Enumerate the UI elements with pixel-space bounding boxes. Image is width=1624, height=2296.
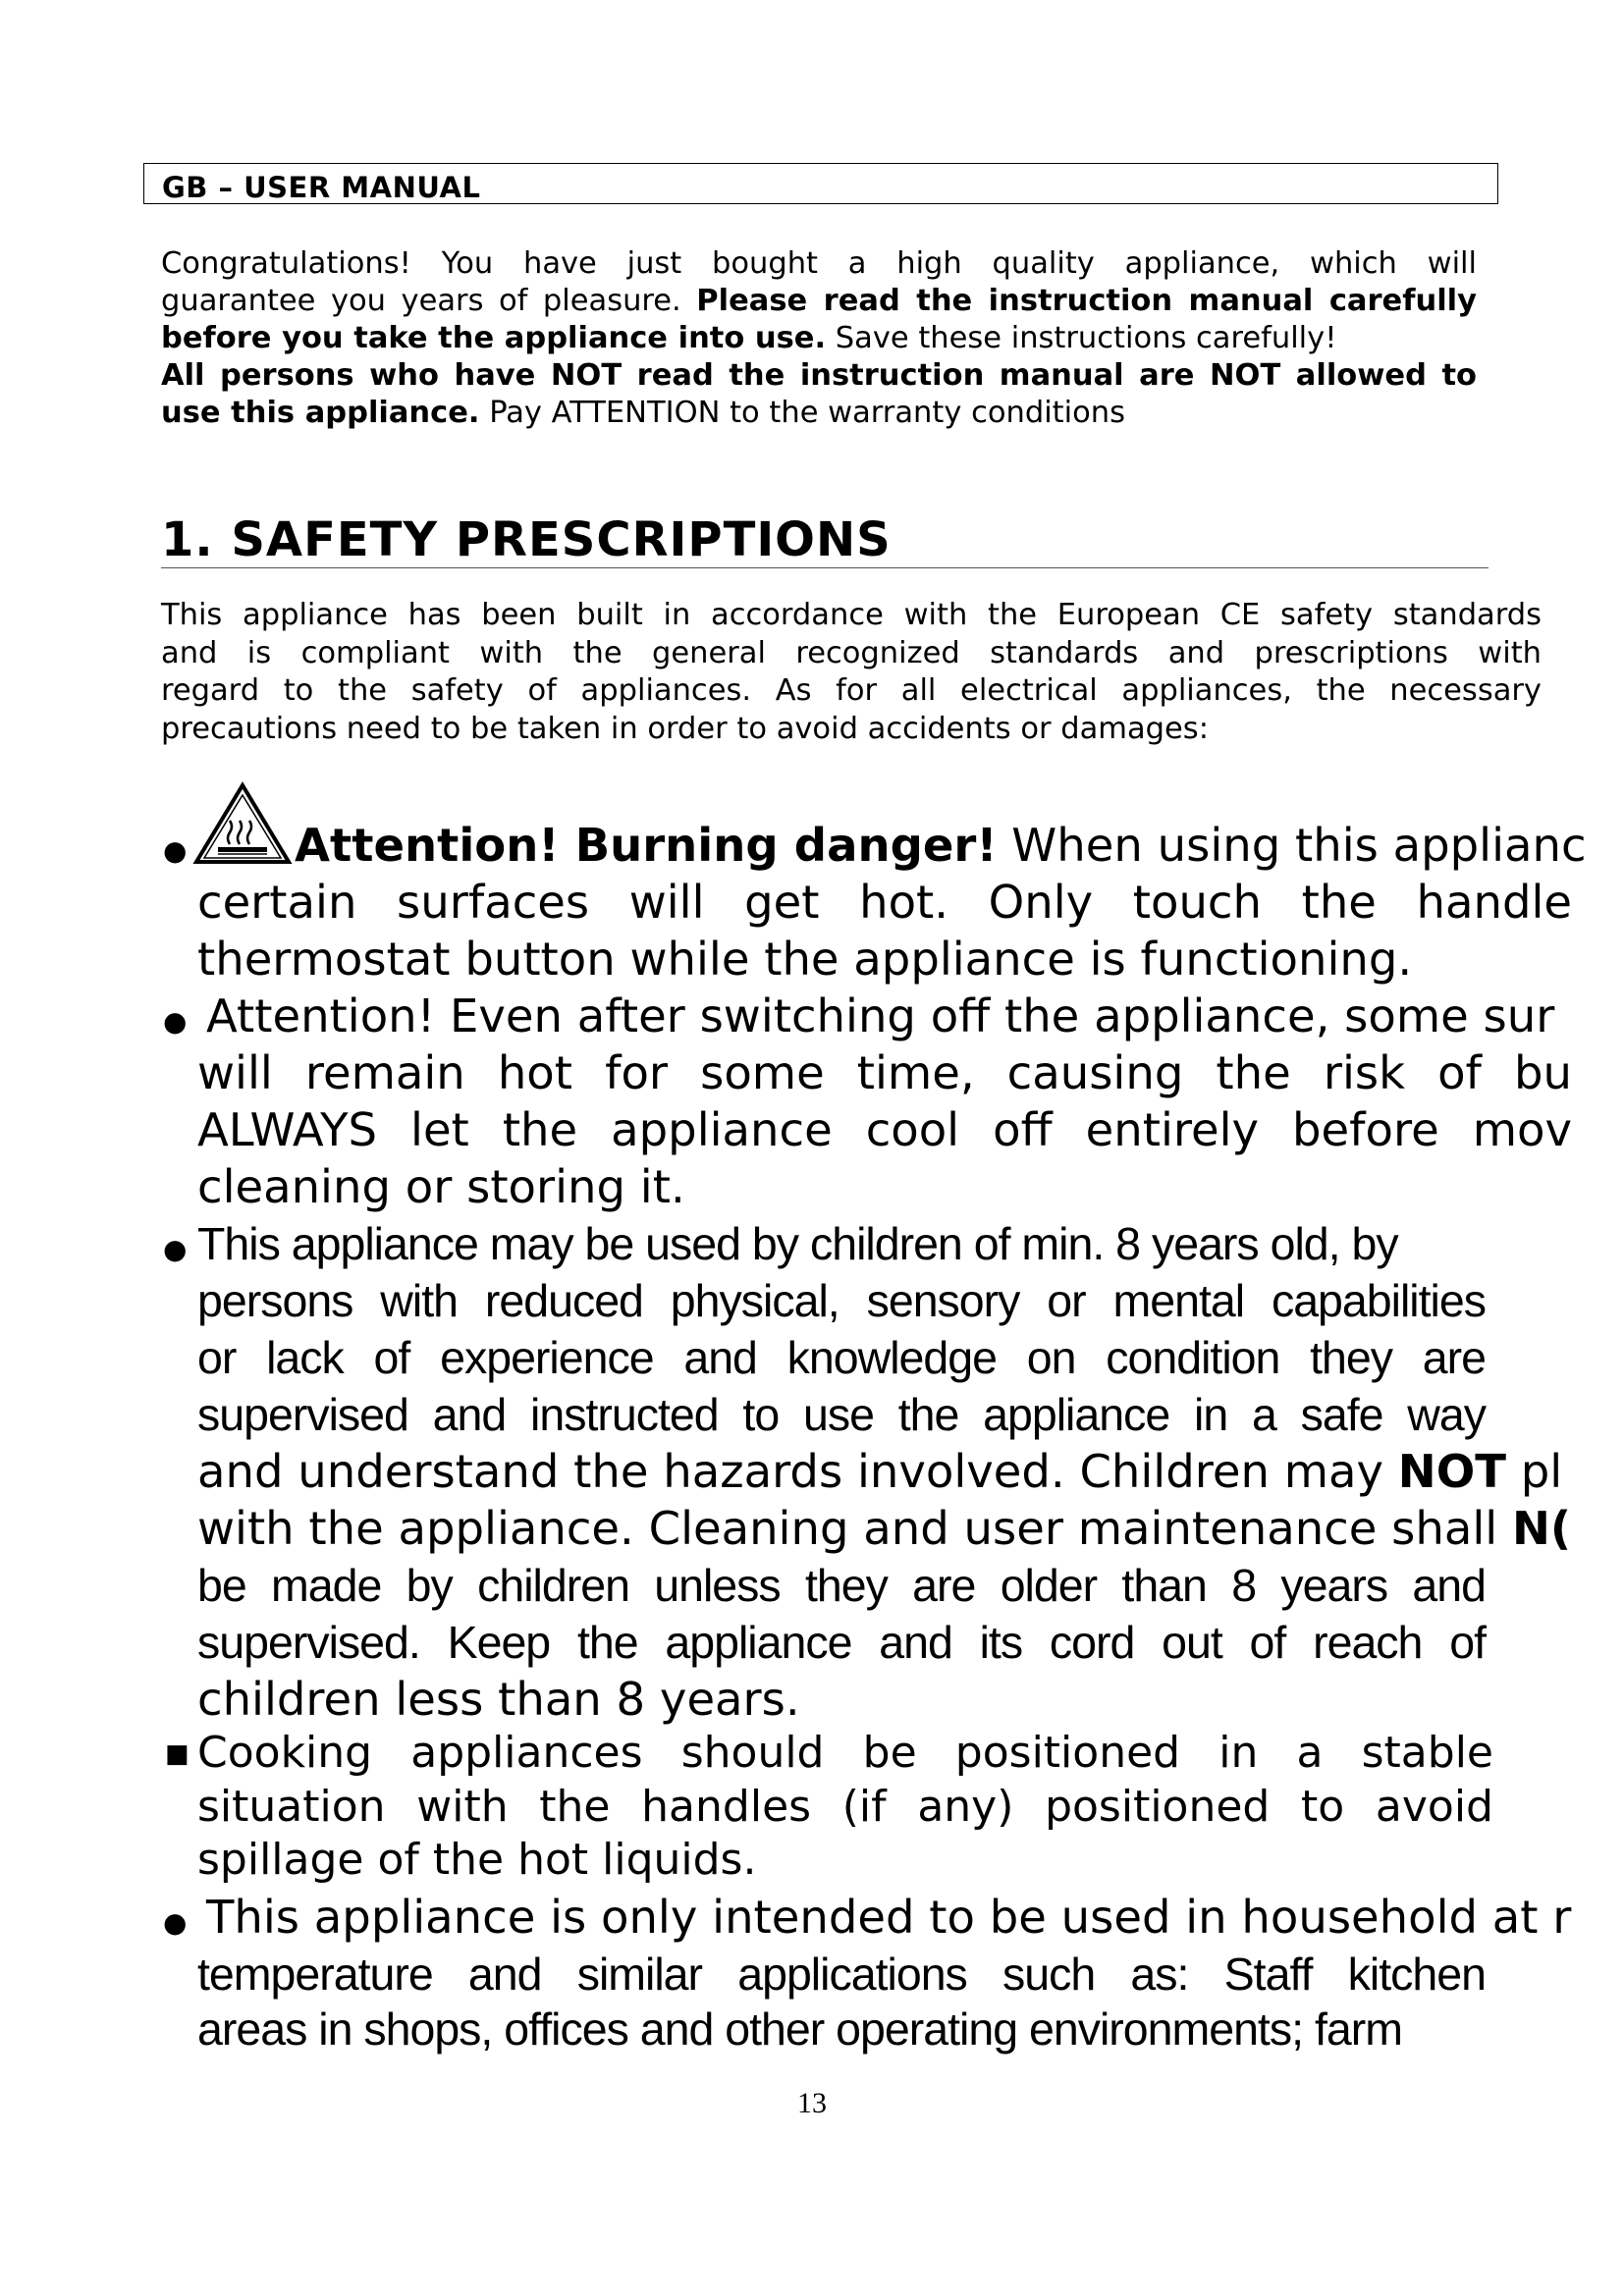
intro-bold-text: before you take the appliance into use. [161, 321, 827, 355]
bullet-text: pl [1505, 1445, 1563, 1498]
bullet-text: with the appliance. Cleaning and user maintenance shall [197, 1502, 1512, 1555]
intro-text: Pay ATTENTION to the warranty conditions [479, 396, 1125, 430]
bullet-3-line: persons with reduced physical, sensory or mental capabilities [197, 1275, 1486, 1326]
bullet-2-line: will remain hot for some time, causing the risk of bu [197, 1046, 1572, 1099]
bullet-bold-text: N( [1511, 1502, 1572, 1555]
bullet-5-line: This appliance is only intended to be used in household at r [206, 1891, 1572, 1944]
intro-bold-text: Please read the instruction manual carefully [696, 284, 1477, 318]
bullet-dot: ● [163, 1233, 188, 1265]
bullet-3-line [197, 1500, 1571, 1557]
bullet-3-line: supervised and instructed to use the appliance in a safe way [197, 1389, 1486, 1440]
bullet-dot: ● [163, 1906, 188, 1939]
bullet-text: When using this applianc [997, 819, 1587, 872]
paragraph-line: This appliance has been built in accordance with the European CE safety standards [161, 598, 1542, 632]
intro-bold-text: All persons who have NOT read the instruction manual are NOT allowed to [161, 358, 1477, 393]
manual-header-label: GB – USER MANUAL [162, 171, 481, 204]
page-number: 13 [797, 2087, 827, 2119]
intro-text: guarantee you years of pleasure. [161, 284, 697, 318]
paragraph-line: precautions need to be taken in order to avoid accidents or damages: [161, 711, 1209, 746]
bullet-5-line: temperature and similar applications such as: Staff kitchen [197, 1949, 1486, 2000]
hot-surface-warning-icon [192, 781, 293, 866]
bullet-3-line: This appliance may be used by children of min. 8 years old, by [197, 1218, 1398, 1269]
paragraph-line: and is compliant with the general recognized standards and prescriptions with [161, 635, 1542, 670]
bullet-2-line: Attention! Even after switching off the appliance, some sur [206, 989, 1555, 1042]
bullet-dot: ● [163, 834, 188, 867]
bullet-bold-text: NOT [1397, 1445, 1506, 1498]
bullet-1-line: thermostat button while the appliance is functioning. [197, 933, 1413, 986]
section-title: 1. SAFETY PRESCRIPTIONS [161, 512, 892, 567]
bullet-3-line: supervised. Keep the appliance and its cord out of reach of [197, 1617, 1486, 1668]
bullet-square: ■ [165, 1739, 189, 1769]
paragraph-line: regard to the safety of appliances. As for all electrical appliances, the necessary [161, 673, 1542, 708]
bullet-3-line [197, 1443, 1562, 1500]
bullet-1-line: certain surfaces will get hot. Only touch the handle [197, 876, 1572, 929]
bullet-4-line: situation with the handles (if any) positioned to avoid [197, 1782, 1493, 1832]
intro-text: Save these instructions carefully! [826, 321, 1337, 355]
bullet-1-line [295, 817, 1587, 874]
bullet-dot: ● [163, 1005, 188, 1038]
bullet-2-line: ALWAYS let the appliance cool off entirely before mov [197, 1103, 1572, 1156]
bullet-3-line: be made by children unless they are older than 8 years and [197, 1560, 1486, 1611]
intro-line: Congratulations! You have just bought a high quality appliance, which will [161, 246, 1477, 281]
intro-bold-text: use this appliance. [161, 396, 480, 430]
bullet-text: and understand the hazards involved. Children may [197, 1445, 1398, 1498]
bullet-4-line: Cooking appliances should be positioned in a stable [197, 1728, 1493, 1778]
bullet-5-line: areas in shops, offices and other operating environments; farm [197, 2003, 1402, 2055]
bullet-4-line: spillage of the hot liquids. [197, 1835, 757, 1885]
burning-danger-warning: Attention! Burning danger! [295, 819, 998, 872]
bullet-3-line: children less than 8 years. [197, 1673, 800, 1726]
bullet-3-line: or lack of experience and knowledge on condition they are [197, 1332, 1486, 1383]
bullet-2-line: cleaning or storing it. [197, 1160, 685, 1213]
